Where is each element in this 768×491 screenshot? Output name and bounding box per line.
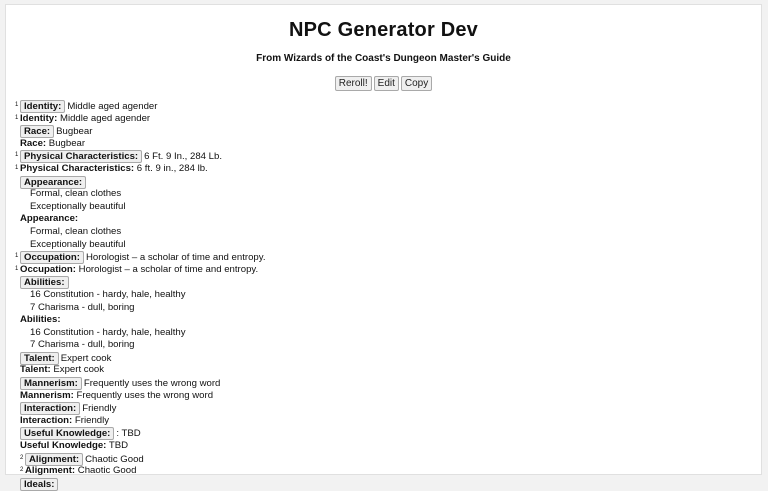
talent-reroll-button[interactable]: Talent:	[20, 352, 59, 365]
talent-static-value: Expert cook	[50, 364, 105, 376]
interaction-value: Friendly	[82, 403, 117, 415]
interaction-label: Interaction:	[20, 414, 73, 426]
page-card	[5, 4, 762, 490]
race-row	[15, 125, 715, 138]
ideals-reroll-button[interactable]: Ideals:	[20, 478, 58, 491]
physical-static-row	[15, 163, 715, 176]
talent-static-row	[15, 364, 715, 377]
talent-row	[15, 352, 715, 365]
footnote-marker: 1	[15, 265, 19, 272]
alignment-reroll-button[interactable]: Alignment:	[25, 453, 83, 466]
interaction-static-value: Friendly	[72, 414, 110, 426]
appearance-line: Formal, clean clothes	[30, 188, 122, 200]
race-static-row	[15, 138, 715, 151]
appearance-static-row	[15, 213, 715, 226]
useful-knowledge-static-value: TBD	[106, 440, 129, 452]
mannerism-static-row	[15, 390, 715, 403]
mannerism-value: Frequently uses the wrong word	[83, 378, 221, 390]
appearance-static-line: Exceptionally beautiful	[30, 238, 126, 250]
talent-label: Talent:	[20, 364, 51, 376]
footnote-marker: 1	[15, 114, 19, 121]
alignment-static-value: Chaotic Good	[75, 465, 137, 477]
appearance-row	[15, 176, 715, 189]
ability-static-line: 7 Charisma - dull, boring	[30, 339, 135, 351]
footnote-marker: 1	[15, 152, 19, 159]
footnote-marker: 1	[15, 164, 19, 171]
reroll-button[interactable]: Reroll!	[335, 76, 372, 91]
identity-static-value: Middle aged agender	[57, 112, 151, 124]
useful-knowledge-label: Useful Knowledge:	[20, 440, 107, 452]
alignment-static-row	[15, 465, 715, 478]
occupation-reroll-button[interactable]: Occupation:	[20, 251, 84, 264]
footnote-marker: 2	[20, 467, 24, 474]
identity-row	[15, 100, 715, 113]
physical-row	[15, 150, 715, 163]
abilities-reroll-button[interactable]: Abilities:	[20, 276, 69, 289]
appearance-label: Appearance:	[20, 213, 79, 225]
identity-static-row	[15, 113, 715, 126]
copy-button[interactable]: Copy	[401, 76, 432, 91]
occupation-value: Horologist – a scholar of time and entropy.	[85, 252, 266, 264]
interaction-static-row	[15, 415, 715, 428]
ideals-row	[15, 478, 715, 491]
toolbar	[6, 76, 761, 91]
alignment-value: Chaotic Good	[85, 453, 144, 465]
useful-knowledge-row	[15, 427, 715, 440]
identity-label: Identity:	[20, 112, 58, 124]
occupation-row	[15, 251, 715, 264]
useful-knowledge-reroll-button[interactable]: Useful Knowledge:	[20, 427, 114, 440]
page-subtitle: From Wizards of the Coast's Dungeon Master's Guide	[256, 53, 511, 64]
mannerism-static-value: Frequently uses the wrong word	[73, 389, 214, 401]
abilities-static-row	[15, 314, 715, 327]
appearance-reroll-button[interactable]: Appearance:	[20, 176, 86, 189]
physical-label: Physical Characteristics:	[20, 162, 135, 174]
alignment-row	[15, 453, 715, 466]
race-reroll-button[interactable]: Race:	[20, 125, 54, 138]
npc-details	[15, 100, 715, 490]
abilities-row	[15, 276, 715, 289]
abilities-label: Abilities:	[20, 314, 61, 326]
race-static-value: Bugbear	[46, 137, 86, 149]
interaction-row	[15, 402, 715, 415]
appearance-line: Exceptionally beautiful	[30, 200, 126, 212]
physical-reroll-button[interactable]: Physical Characteristics:	[20, 150, 142, 163]
race-label: Race:	[20, 137, 47, 149]
ability-line: 7 Charisma - dull, boring	[30, 301, 135, 313]
occupation-label: Occupation:	[20, 263, 76, 275]
occupation-static-value: Horologist – a scholar of time and entropy.	[75, 263, 259, 275]
race-value: Bugbear	[56, 126, 93, 138]
footnote-marker: 2	[20, 454, 24, 461]
mannerism-reroll-button[interactable]: Mannerism:	[20, 377, 82, 390]
alignment-label: Alignment:	[25, 465, 76, 477]
footnote-marker: 1	[15, 253, 19, 260]
footnote-marker: 1	[15, 102, 19, 108]
edit-button[interactable]: Edit	[374, 76, 399, 91]
mannerism-row	[15, 377, 715, 390]
ability-static-line: 16 Constitution - hardy, hale, healthy	[30, 326, 186, 338]
physical-static-value: 6 ft. 9 in., 284 lb.	[134, 162, 208, 174]
useful-knowledge-static-row	[15, 440, 715, 453]
page-title: NPC Generator Dev	[288, 19, 478, 41]
appearance-static-line: Formal, clean clothes	[30, 225, 122, 237]
identity-value: Middle aged agender	[67, 101, 158, 113]
ability-line: 16 Constitution - hardy, hale, healthy	[30, 288, 186, 300]
occupation-static-row	[15, 264, 715, 277]
useful-knowledge-value: : TBD	[116, 428, 141, 440]
identity-reroll-button[interactable]: Identity:	[20, 100, 65, 113]
physical-value: 6 Ft. 9 In., 284 Lb.	[144, 151, 222, 163]
talent-value: Expert cook	[60, 352, 112, 364]
interaction-reroll-button[interactable]: Interaction:	[20, 402, 80, 415]
mannerism-label: Mannerism:	[20, 389, 74, 401]
